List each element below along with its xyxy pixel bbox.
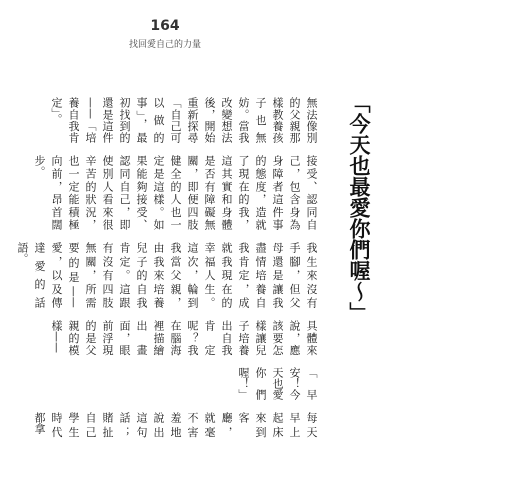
- page-number: 164: [150, 18, 180, 34]
- paragraph: 接受、認同自己，包含身為身障者這件事的態度，造就了現在的我，這其實和身體是否有障礙無關，即便四肢健全的人也一定是這樣。如果能夠接受、認同自己，即使別人看來很辛苦的狀況，也一定能積極向前，昂首闊步。: [33, 154, 318, 230]
- paragraph: 「早安！今天也愛你們喔！」: [237, 366, 318, 400]
- paragraph: 每天早上起床來到客廳，就毫不害羞地說出這句話；賭扯自己學生時代都拿: [33, 411, 318, 437]
- paragraph: 無法像別的父親那樣教養孩子也無妨。當我改變想法後，開始重新探尋「自己可以做的事」，最初找到的還是這件——「培養自我肯定」。: [50, 97, 318, 143]
- running-header: 找回愛自己的力量: [128, 40, 201, 50]
- chapter-heading: 「今天也最愛你們喔～」: [347, 92, 371, 323]
- body-text: [16, 97, 320, 437]
- paragraph: 具體來說，應該要怎樣讓兒子培養出自我肯定呢？我在腦海裡描繪出畫面，眼前浮現的是父親的模樣——: [50, 319, 318, 355]
- paragraph: 我生來沒有手腳，但父母還是讓我盡情培養自我肯定，成就我現在的幸福人生。這次，輪到我當父親，由我來培養兒子的自我肯定。這跟有沒有四肢無關，所需要的是——愛，以及傳達愛的話語。: [16, 241, 318, 308]
